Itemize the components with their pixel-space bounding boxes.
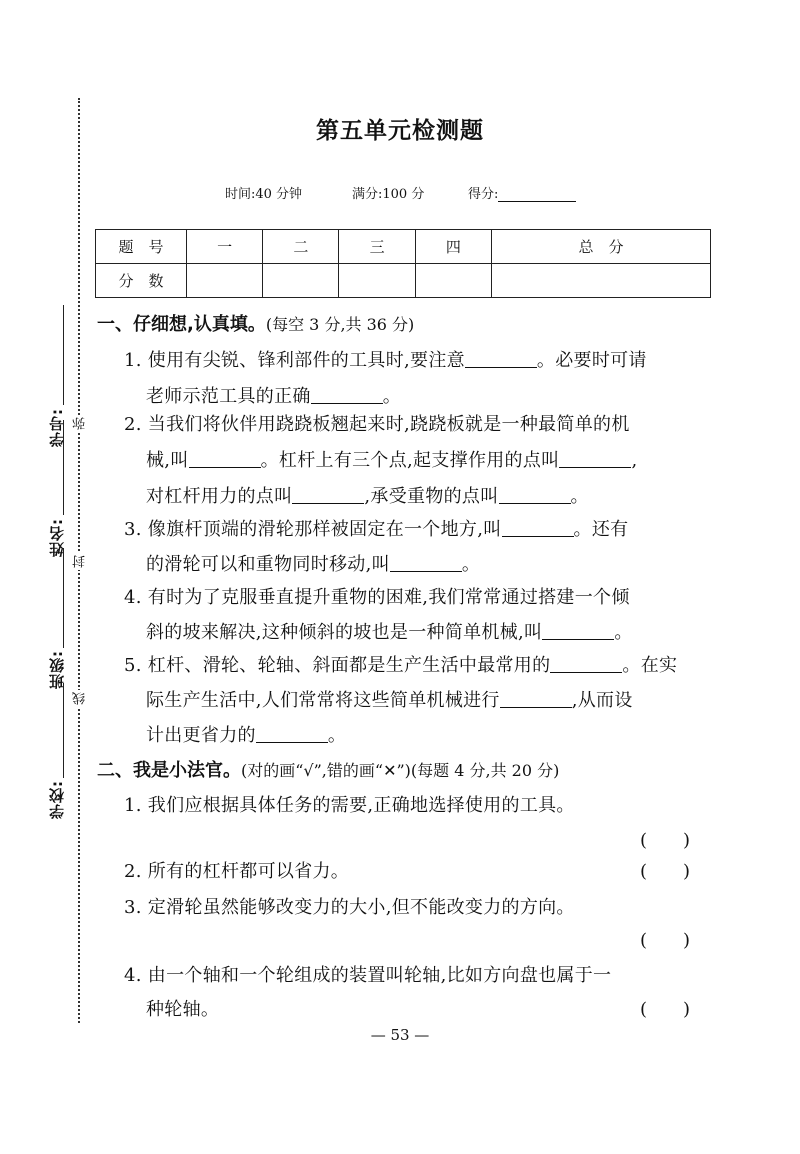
q1-line-2: 老师示范工具的正确 。: [146, 386, 402, 407]
answer-blank[interactable]: [502, 518, 574, 537]
answer-blank[interactable]: [499, 485, 571, 504]
tf-q4-answer[interactable]: ( ): [640, 999, 691, 1020]
header-cell: 总 分: [491, 230, 710, 264]
q5-line-1: 5. 杠杆、滑轮、轮轴、斜面都是生产生活中最常用的 。在实: [124, 655, 678, 676]
header-cell: 题 号: [96, 230, 187, 264]
time-info: 时间:40 分钟: [225, 187, 303, 202]
q5-line-2: 际生产生活中,人们常常将这些简单机械进行 ,从而设: [146, 690, 633, 711]
score-blank[interactable]: [498, 188, 576, 202]
tf-q2: 2. 所有的杠杆都可以省力。: [124, 861, 350, 882]
school-field[interactable]: [63, 683, 64, 778]
tf-q1: 1. 我们应根据具体任务的需要,正确地选择使用的工具。: [124, 795, 575, 816]
score-label: 得分:: [468, 183, 576, 202]
score-cell[interactable]: [187, 264, 263, 298]
tf-q1-answer[interactable]: ( ): [640, 830, 691, 851]
q3-line-1: 3. 像旗杆顶端的滑轮那样被固定在一个地方,叫 。还有: [124, 519, 629, 540]
student-name-label: 姓名:: [48, 518, 66, 557]
score-cell[interactable]: [339, 264, 415, 298]
seal-word-mi: 弥: [73, 417, 88, 430]
tf-q3-answer[interactable]: ( ): [640, 930, 691, 951]
score-row-label: 分 数: [96, 264, 187, 298]
answer-blank[interactable]: [465, 349, 537, 368]
answer-blank[interactable]: [542, 621, 614, 640]
q2-line-3: 对杠杆用力的点叫 ,承受重物的点叫 。: [146, 486, 589, 507]
header-cell: 二: [263, 230, 339, 264]
answer-blank[interactable]: [256, 724, 328, 743]
score-cell[interactable]: [491, 264, 710, 298]
q2-line-1: 2. 当我们将伙伴用跷跷板翘起来时,跷跷板就是一种最简单的机: [124, 414, 630, 435]
score-table: [95, 229, 711, 298]
score-table-header-row: [96, 230, 711, 264]
student-number-label: 学号:: [48, 408, 66, 447]
answer-blank[interactable]: [390, 553, 462, 572]
student-name-field[interactable]: [63, 420, 64, 515]
header-cell: 三: [339, 230, 415, 264]
q5-line-3: 计出更省力的 。: [146, 725, 347, 746]
tf-q3: 3. 定滑轮虽然能够改变力的大小,但不能改变力的方向。: [124, 897, 575, 918]
score-cell[interactable]: [415, 264, 491, 298]
page-number: — 53 —: [370, 1026, 430, 1044]
q2-line-2: 械,叫 。杠杆上有三个点,起支撑作用的点叫 ,: [146, 450, 638, 471]
tf-q4-line-2: 种轮轴。: [146, 999, 220, 1020]
score-cell[interactable]: [263, 264, 339, 298]
q4-line-2: 斜的坡来解决,这种倾斜的坡也是一种简单机械,叫 。: [146, 622, 633, 643]
q1-line-1: 1. 使用有尖锐、锋利部件的工具时,要注意 。必要时可请: [124, 350, 647, 371]
full-score-info: 满分:100 分: [352, 187, 425, 202]
header-cell: 四: [415, 230, 491, 264]
answer-blank[interactable]: [292, 485, 364, 504]
student-number-field[interactable]: [63, 305, 64, 405]
answer-blank[interactable]: [559, 449, 631, 468]
seal-word-xian: 线: [73, 692, 88, 705]
seal-word-feng: 封: [73, 555, 88, 568]
answer-blank[interactable]: [189, 449, 261, 468]
section-1-heading: 一、仔细想,认真填。(每空 3 分,共 36 分): [97, 314, 415, 335]
header-cell: 一: [187, 230, 263, 264]
answer-blank[interactable]: [550, 654, 622, 673]
score-table-score-row: [96, 264, 711, 298]
q4-line-1: 4. 有时为了克服垂直提升重物的困难,我们常常通过搭建一个倾: [124, 587, 630, 608]
answer-blank[interactable]: [500, 689, 572, 708]
tf-q4-line-1: 4. 由一个轴和一个轮组成的装置叫轮轴,比如方向盘也属于一: [124, 965, 612, 986]
tf-q2-answer[interactable]: ( ): [640, 861, 691, 882]
class-field[interactable]: [63, 548, 64, 648]
answer-blank[interactable]: [311, 385, 383, 404]
class-label: 班级:: [48, 650, 66, 689]
page-title: 第五单元检测题: [316, 118, 484, 144]
section-2-heading: 二、我是小法官。(对的画“√”,错的画“✕”)(每题 4 分,共 20 分): [97, 760, 560, 781]
school-label: 学校:: [48, 780, 66, 819]
q3-line-2: 的滑轮可以和重物同时移动,叫 。: [146, 554, 481, 575]
